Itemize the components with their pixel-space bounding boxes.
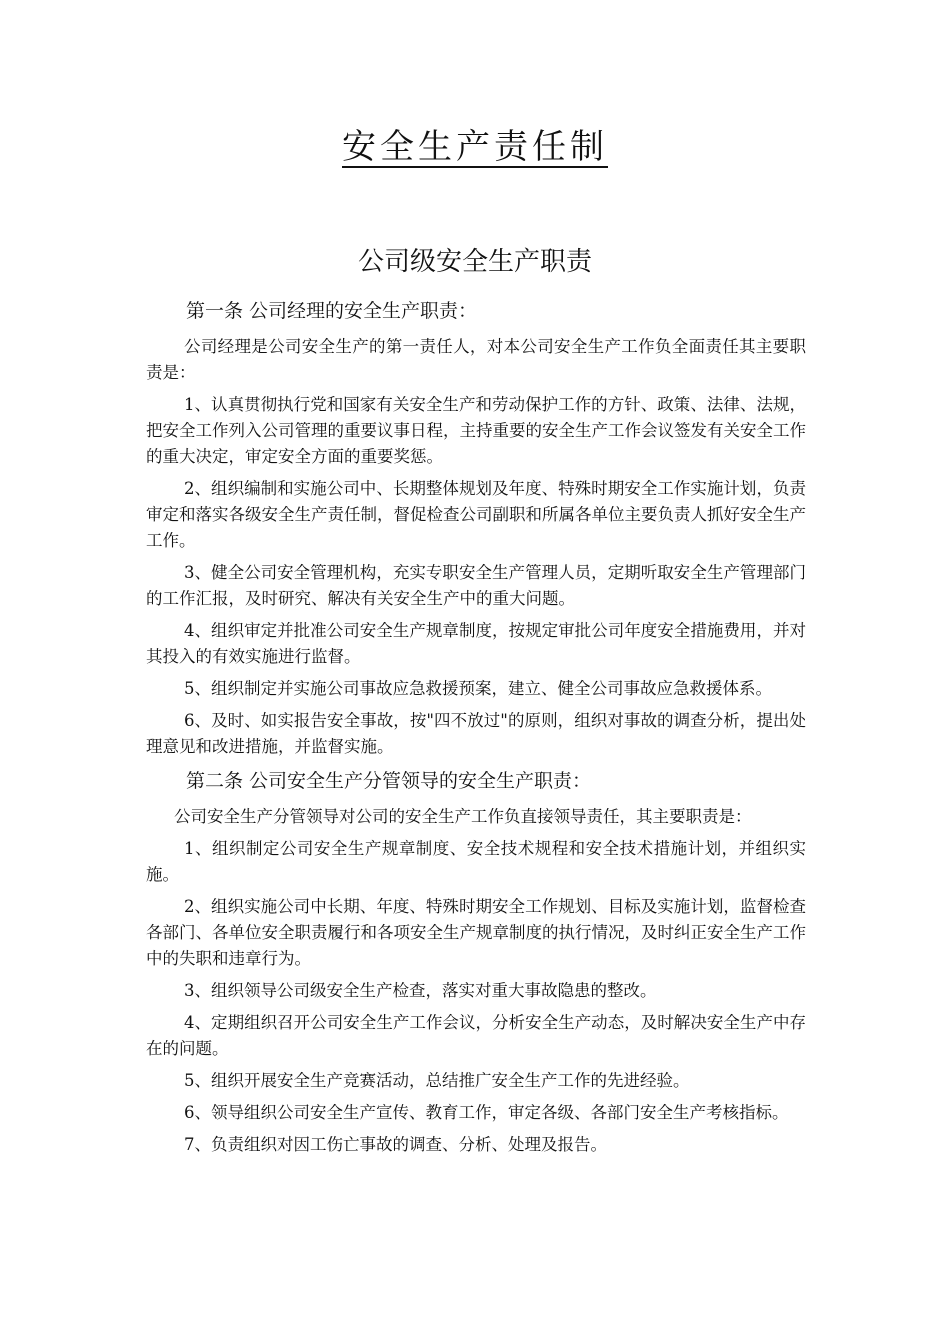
section-title: 公司级安全生产职责: [357, 247, 592, 277]
article-heading: 第二条 公司安全生产分管领导的安全生产职责：: [186, 770, 592, 792]
article-item: 5、组织制定并实施公司事故应急救援预案，建立、健全公司事故应急救援体系。: [184, 679, 772, 698]
article-intro: 公司经理是公司安全生产的第一责任人，对本公司安全生产工作负全面责任其主要职责是：: [146, 337, 806, 382]
article-item: 6、及时、如实报告安全事故，按"四不放过"的原则，组织对事故的调查分析，提出处理意见和改进措施，并监督实施。: [146, 711, 806, 756]
article-item: 6、领导组织公司安全生产宣传、教育工作，审定各级、各部门安全生产考核指标。: [184, 1103, 789, 1122]
article-item: 1、认真贯彻执行党和国家有关安全生产和劳动保护工作的方针、政策、法律、法规，把安全工作列入公司管理的重要议事日程，主持重要的安全生产工作会议签发有关安全工作的重大决定，审定安全方面的重要奖惩。: [146, 395, 806, 466]
article-heading: 第一条 公司经理的安全生产职责：: [186, 300, 478, 322]
article-item: 5、组织开展安全生产竞赛活动，总结推广安全生产工作的先进经验。: [184, 1071, 690, 1090]
article-item: 4、定期组织召开公司安全生产工作会议，分析安全生产动态，及时解决安全生产中存在的问题。: [146, 1013, 806, 1058]
article-item: 3、组织领导公司级安全生产检查，落实对重大事故隐患的整改。: [184, 981, 657, 1000]
document-body: [146, 292, 806, 1164]
document-title-text: 安全生产责任制: [342, 127, 608, 167]
article-intro: 公司安全生产分管领导对公司的安全生产工作负直接领导责任，其主要职责是：: [174, 807, 752, 826]
article-item: 2、组织编制和实施公司中、长期整体规划及年度、特殊时期安全工作实施计划，负责审定和落实各级安全生产责任制，督促检查公司副职和所属各单位主要负责人抓好安全生产工作。: [146, 479, 806, 550]
article-item: 1、组织制定公司安全生产规章制度、安全技术规程和安全技术措施计划，并组织实施。: [146, 839, 806, 884]
article-item: 2、组织实施公司中长期、年度、特殊时期安全工作规划、目标及实施计划，监督检查各部门、各单位安全职责履行和各项安全生产规章制度的执行情况，及时纠正安全生产工作中的失职和违章行为。: [146, 897, 806, 968]
article-item: 7、负责组织对因工伤亡事故的调查、分析、处理及报告。: [184, 1135, 607, 1154]
article-item: 3、健全公司安全管理机构，充实专职安全生产管理人员，定期听取安全生产管理部门的工作汇报，及时研究、解决有关安全生产中的重大问题。: [146, 563, 806, 608]
article-item: 4、组织审定并批准公司安全生产规章制度，按规定审批公司年度安全措施费用，并对其投入的有效实施进行监督。: [146, 621, 806, 666]
document-title: [0, 124, 950, 170]
